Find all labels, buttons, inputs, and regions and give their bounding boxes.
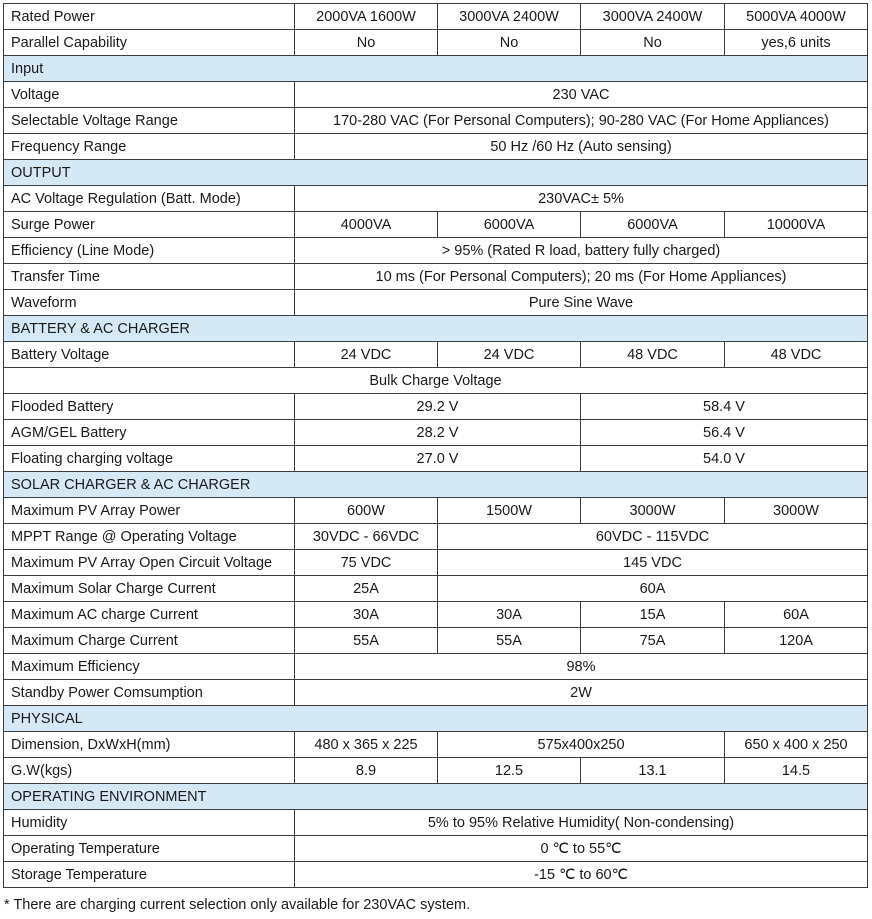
spec-value: 650 x 400 x 250 xyxy=(725,732,868,758)
section-title: SOLAR CHARGER & AC CHARGER xyxy=(4,472,868,498)
spec-label: Humidity xyxy=(4,810,295,836)
section-header xyxy=(4,316,868,342)
spec-row xyxy=(4,732,868,758)
spec-value: 4000VA xyxy=(295,212,438,238)
spec-row xyxy=(4,4,868,30)
spec-value: 50 Hz /60 Hz (Auto sensing) xyxy=(295,134,868,160)
spec-value: No xyxy=(438,30,581,56)
spec-row xyxy=(4,758,868,784)
spec-row xyxy=(4,446,868,472)
spec-label: Selectable Voltage Range xyxy=(4,108,295,134)
spec-label: Maximum Charge Current xyxy=(4,628,295,654)
spec-row xyxy=(4,290,868,316)
spec-row xyxy=(4,550,868,576)
spec-row xyxy=(4,420,868,446)
spec-value: 170-280 VAC (For Personal Computers); 90-280 VAC (For Home Appliances) xyxy=(295,108,868,134)
spec-row xyxy=(4,862,868,888)
spec-label: Dimension, DxWxH(mm) xyxy=(4,732,295,758)
spec-value: 14.5 xyxy=(725,758,868,784)
spec-value: 24 VDC xyxy=(295,342,438,368)
spec-label: Surge Power xyxy=(4,212,295,238)
section-header xyxy=(4,472,868,498)
section-title: OPERATING ENVIRONMENT xyxy=(4,784,868,810)
spec-row xyxy=(4,342,868,368)
spec-value: 27.0 V xyxy=(295,446,581,472)
spec-label: Voltage xyxy=(4,82,295,108)
spec-value: 30VDC - 66VDC xyxy=(295,524,438,550)
section-header xyxy=(4,160,868,186)
spec-value: 8.9 xyxy=(295,758,438,784)
spec-label: Maximum PV Array Power xyxy=(4,498,295,524)
spec-value: 120A xyxy=(725,628,868,654)
spec-value: 575x400x250 xyxy=(438,732,725,758)
section-title: PHYSICAL xyxy=(4,706,868,732)
section-header xyxy=(4,706,868,732)
spec-value: 48 VDC xyxy=(725,342,868,368)
spec-label: Rated Power xyxy=(4,4,295,30)
spec-row xyxy=(4,498,868,524)
spec-value: 1500W xyxy=(438,498,581,524)
section-header xyxy=(4,56,868,82)
spec-row xyxy=(4,186,868,212)
spec-value: 2W xyxy=(295,680,868,706)
spec-value: 98% xyxy=(295,654,868,680)
spec-label: Maximum Efficiency xyxy=(4,654,295,680)
spec-value: 25A xyxy=(295,576,438,602)
spec-value: 29.2 V xyxy=(295,394,581,420)
subsection-title: Bulk Charge Voltage xyxy=(4,368,868,394)
spec-label: Battery Voltage xyxy=(4,342,295,368)
spec-value: 55A xyxy=(295,628,438,654)
spec-label: Maximum Solar Charge Current xyxy=(4,576,295,602)
spec-row xyxy=(4,108,868,134)
subsection-header xyxy=(4,368,868,394)
spec-value: 15A xyxy=(581,602,725,628)
spec-row xyxy=(4,238,868,264)
spec-value: Pure Sine Wave xyxy=(295,290,868,316)
spec-value: 55A xyxy=(438,628,581,654)
spec-label: Frequency Range xyxy=(4,134,295,160)
spec-label: Maximum PV Array Open Circuit Voltage xyxy=(4,550,295,576)
spec-value: 230 VAC xyxy=(295,82,868,108)
spec-value: 56.4 V xyxy=(581,420,868,446)
spec-label: Floating charging voltage xyxy=(4,446,295,472)
spec-label: Parallel Capability xyxy=(4,30,295,56)
spec-label: G.W(kgs) xyxy=(4,758,295,784)
spec-label: Standby Power Comsumption xyxy=(4,680,295,706)
spec-value: 5000VA 4000W xyxy=(725,4,868,30)
section-title: OUTPUT xyxy=(4,160,868,186)
spec-value: 2000VA 1600W xyxy=(295,4,438,30)
spec-row xyxy=(4,602,868,628)
spec-value: 30A xyxy=(438,602,581,628)
spec-value: -15 ℃ to 60℃ xyxy=(295,862,868,888)
spec-value: 13.1 xyxy=(581,758,725,784)
spec-label: Maximum AC charge Current xyxy=(4,602,295,628)
spec-label: Efficiency (Line Mode) xyxy=(4,238,295,264)
spec-value: 75A xyxy=(581,628,725,654)
spec-value: No xyxy=(295,30,438,56)
spec-row xyxy=(4,394,868,420)
spec-value: 60A xyxy=(438,576,868,602)
spec-value: No xyxy=(581,30,725,56)
spec-row xyxy=(4,212,868,238)
spec-value: 3000VA 2400W xyxy=(581,4,725,30)
spec-row xyxy=(4,134,868,160)
spec-value: 3000W xyxy=(725,498,868,524)
spec-value: > 95% (Rated R load, battery fully charged) xyxy=(295,238,868,264)
spec-value: 6000VA xyxy=(438,212,581,238)
spec-value: yes,6 units xyxy=(725,30,868,56)
spec-value: 10000VA xyxy=(725,212,868,238)
spec-table-body xyxy=(4,4,868,888)
spec-label: Operating Temperature xyxy=(4,836,295,862)
spec-value: 480 x 365 x 225 xyxy=(295,732,438,758)
spec-value: 60VDC - 115VDC xyxy=(438,524,868,550)
footnote: * There are charging current selection only available for 230VAC system. xyxy=(4,897,471,913)
spec-value: 3000W xyxy=(581,498,725,524)
spec-row xyxy=(4,576,868,602)
spec-value: 12.5 xyxy=(438,758,581,784)
spec-value: 54.0 V xyxy=(581,446,868,472)
spec-value: 3000VA 2400W xyxy=(438,4,581,30)
section-title: BATTERY & AC CHARGER xyxy=(4,316,868,342)
spec-label: Storage Temperature xyxy=(4,862,295,888)
spec-value: 230VAC± 5% xyxy=(295,186,868,212)
spec-value: 600W xyxy=(295,498,438,524)
spec-row xyxy=(4,264,868,290)
spec-row xyxy=(4,680,868,706)
spec-label: AGM/GEL Battery xyxy=(4,420,295,446)
spec-label: Waveform xyxy=(4,290,295,316)
spec-row xyxy=(4,836,868,862)
spec-label: Flooded Battery xyxy=(4,394,295,420)
spec-value: 75 VDC xyxy=(295,550,438,576)
spec-label: Transfer Time xyxy=(4,264,295,290)
spec-row xyxy=(4,82,868,108)
spec-value: 0 ℃ to 55℃ xyxy=(295,836,868,862)
spec-label: AC Voltage Regulation (Batt. Mode) xyxy=(4,186,295,212)
spec-row xyxy=(4,30,868,56)
spec-value: 28.2 V xyxy=(295,420,581,446)
spec-value: 58.4 V xyxy=(581,394,868,420)
spec-value: 60A xyxy=(725,602,868,628)
spec-value: 48 VDC xyxy=(581,342,725,368)
spec-value: 145 VDC xyxy=(438,550,868,576)
spec-value: 24 VDC xyxy=(438,342,581,368)
spec-row xyxy=(4,524,868,550)
spec-value: 5% to 95% Relative Humidity( Non-condensing) xyxy=(295,810,868,836)
spec-table xyxy=(3,3,868,888)
spec-label: MPPT Range @ Operating Voltage xyxy=(4,524,295,550)
spec-value: 6000VA xyxy=(581,212,725,238)
spec-row xyxy=(4,810,868,836)
spec-value: 30A xyxy=(295,602,438,628)
spec-row xyxy=(4,654,868,680)
section-header xyxy=(4,784,868,810)
spec-value: 10 ms (For Personal Computers); 20 ms (For Home Appliances) xyxy=(295,264,868,290)
spec-row xyxy=(4,628,868,654)
section-title: Input xyxy=(4,56,868,82)
